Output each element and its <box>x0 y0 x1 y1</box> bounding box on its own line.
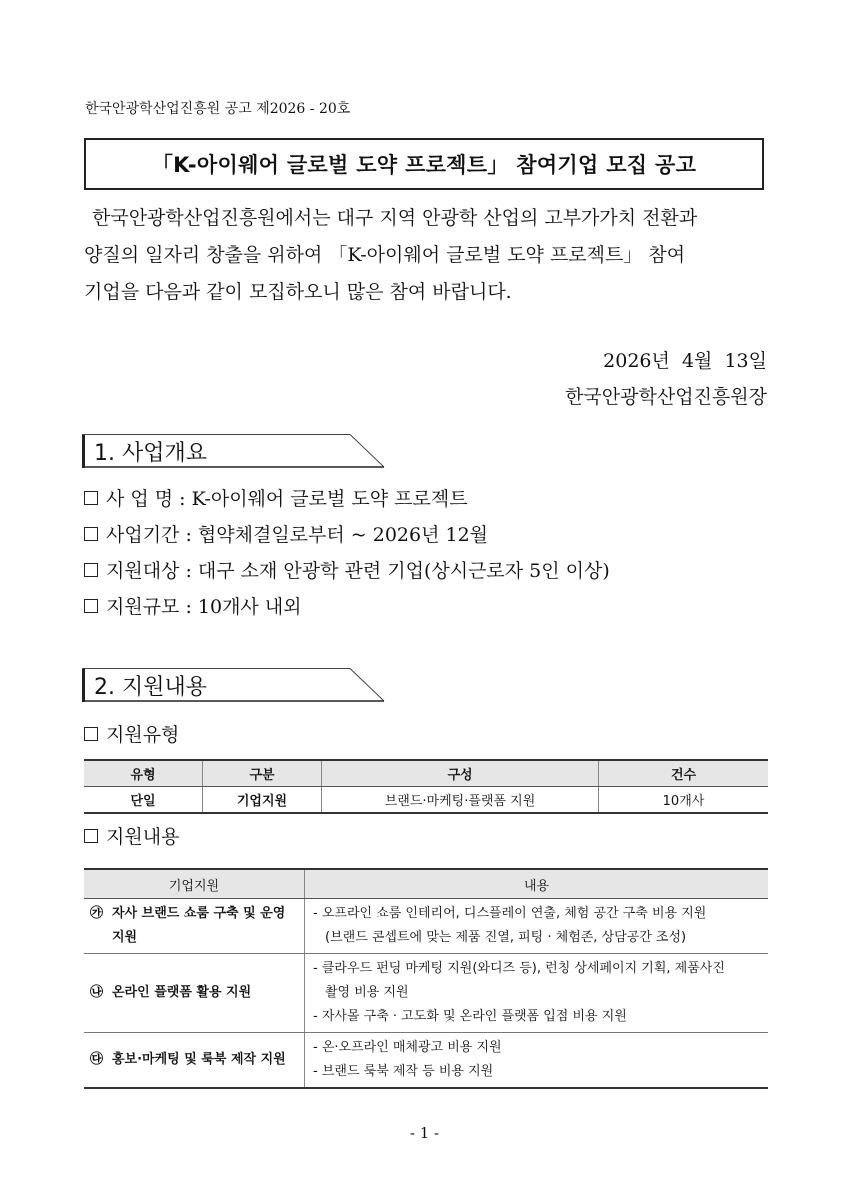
table-header-row <box>84 869 768 899</box>
intro-paragraph <box>84 200 768 311</box>
item-marker: ㉰ <box>90 1052 104 1067</box>
overview-item-text: 사업기간 : 협약체결일로부터 ~ 2026년 12월 <box>106 524 489 546</box>
notice-number: 한국안광학산업진흥원 공고 제2026 - 20호 <box>85 101 351 117</box>
content-line: - 오프라인 쇼룸 인테리어, 디스플레이 연출, 체험 공간 구축 비용 지원 <box>313 906 707 921</box>
content-line: - 온·오프라인 매체광고 비용 지원 <box>313 1040 502 1055</box>
support-type-table <box>84 759 768 814</box>
content-line: - 브랜드 룩북 제작 등 비용 지원 <box>313 1064 494 1079</box>
table-row <box>84 899 768 954</box>
overview-item-text: 사 업 명 : K-아이웨어 글로벌 도약 프로젝트 <box>106 488 468 510</box>
checkbox-icon <box>84 563 98 577</box>
table-header-cell: 건수 <box>599 760 769 787</box>
overview-item <box>84 520 488 547</box>
checkbox-icon <box>84 599 98 613</box>
section-heading-overview <box>82 434 386 468</box>
section-heading-label: 2. 지원내용 <box>94 675 207 700</box>
support-content-table <box>84 868 768 1089</box>
intro-line: 기업을 다음과 같이 모집하오니 많은 참여 바랍니다. <box>84 281 512 303</box>
item-marker: ㉯ <box>90 985 104 1000</box>
category-text: 자사 브랜드 쇼룸 구축 및 운영 지원 <box>112 906 286 945</box>
table-row <box>84 954 768 1033</box>
intro-line: 한국안광학산업진흥원에서는 대구 지역 안광학 산업의 고부가가치 전환과 <box>92 207 698 229</box>
table-row <box>84 1033 768 1089</box>
subheading-support-content <box>84 822 179 849</box>
item-marker: ㉮ <box>90 906 104 921</box>
notice-date: 2026년 4월 13일 <box>603 350 767 372</box>
overview-item-text: 지원대상 : 대구 소재 안광학 관련 기업(상시근로자 5인 이상) <box>106 560 610 582</box>
table-header-cell: 유형 <box>84 760 203 787</box>
checkbox-icon <box>84 829 98 843</box>
checkbox-icon <box>84 491 98 505</box>
overview-item <box>84 556 610 583</box>
checkbox-icon <box>84 727 98 741</box>
section-heading-label: 1. 사업개요 <box>94 441 207 466</box>
intro-line: 양질의 일자리 창출을 위하여 「K-아이웨어 글로벌 도약 프로젝트」 참여 <box>84 244 686 266</box>
subheading-text: 지원내용 <box>106 826 180 848</box>
table-cell: 단일 <box>84 787 203 814</box>
page-number: - 1 - <box>409 1124 440 1142</box>
table-header-cell: 구분 <box>203 760 322 787</box>
category-cell <box>84 1033 305 1089</box>
checkbox-icon <box>84 527 98 541</box>
signer: 한국안광학산업진흥원장 <box>565 386 767 408</box>
table-cell: 기업지원 <box>203 787 322 814</box>
subheading-text: 지원유형 <box>106 724 180 746</box>
table-header-cell: 내용 <box>305 869 769 899</box>
overview-item <box>84 592 302 619</box>
content-cell <box>305 1033 769 1089</box>
table-header-cell: 기업지원 <box>84 869 305 899</box>
category-text: 홍보·마케팅 및 룩북 제작 지원 <box>112 1052 286 1067</box>
content-cell <box>305 954 769 1033</box>
category-text: 온라인 플랫폼 활용 지원 <box>112 985 252 1000</box>
table-header-row <box>84 760 768 787</box>
category-cell <box>84 954 305 1033</box>
subheading-support-type <box>84 720 179 747</box>
content-line: 촬영 비용 지원 <box>325 985 409 1000</box>
table-header-cell: 구성 <box>322 760 599 787</box>
table-cell: 브랜드·마케팅·플랫폼 지원 <box>322 787 599 814</box>
content-line: - 클라우드 펀딩 마케팅 지원(와디즈 등), 런칭 상세페이지 기획, 제품사진 <box>313 961 725 976</box>
content-cell <box>305 899 769 954</box>
content-line: (브랜드 콘셉트에 맞는 제품 진열, 피팅 · 체험존, 상담공간 조성) <box>325 930 687 945</box>
title-text: 「K-아이웨어 글로벌 도약 프로젝트」 참여기업 모집 공고 <box>151 153 697 177</box>
table-cell: 10개사 <box>599 787 769 814</box>
overview-item <box>84 484 468 511</box>
document-title <box>84 138 764 190</box>
content-line: - 자사몰 구축 · 고도화 및 온라인 플랫폼 입점 비용 지원 <box>313 1009 627 1024</box>
category-cell <box>84 899 305 954</box>
overview-item-text: 지원규모 : 10개사 내외 <box>106 596 302 618</box>
section-heading-support <box>82 668 386 702</box>
table-row <box>84 787 768 814</box>
